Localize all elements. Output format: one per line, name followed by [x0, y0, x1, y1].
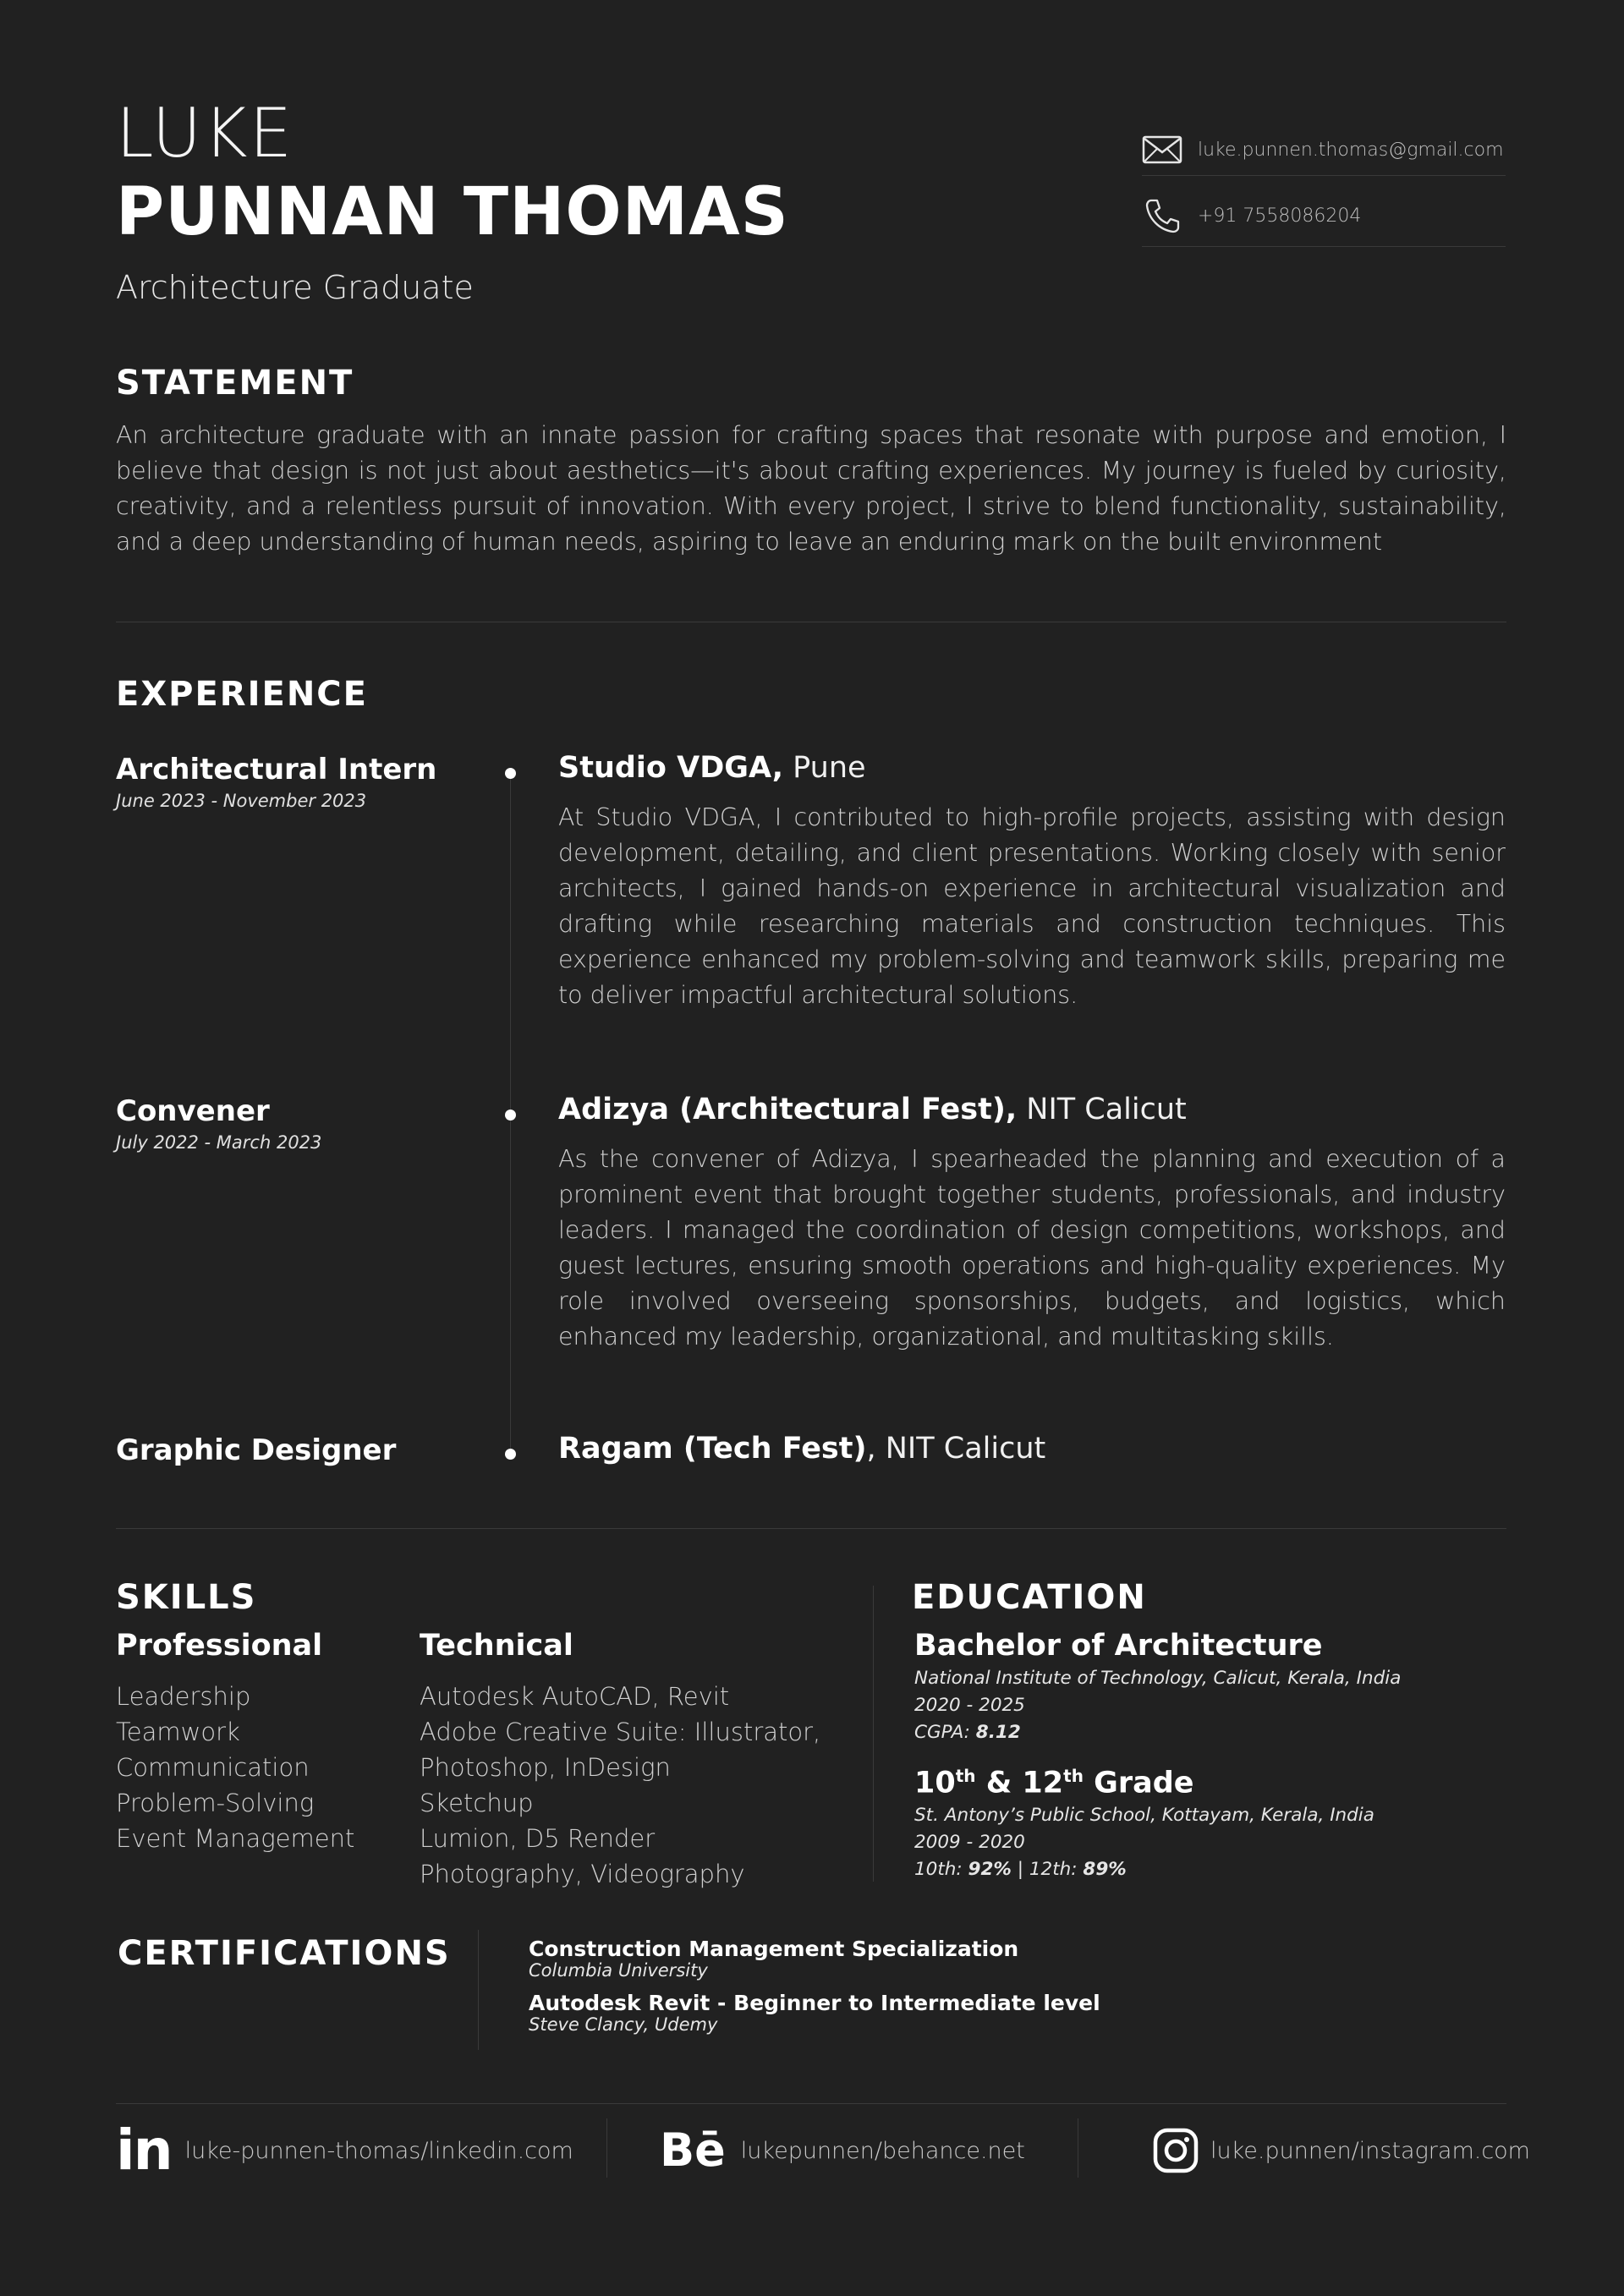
skill-item: Adobe Creative Suite: Illustrator,	[420, 1718, 821, 1746]
timeline-dot	[505, 768, 516, 779]
org-name: Ragam (Tech Fest)	[558, 1432, 867, 1466]
phone-text[interactable]: +91 7558086204	[1198, 205, 1362, 227]
score-value: 8.12	[975, 1722, 1021, 1743]
skills-heading: SKILLS	[116, 1578, 257, 1617]
behance-link[interactable]	[660, 2118, 1025, 2183]
job-dates: July 2022 - March 2023	[116, 1132, 322, 1153]
divider	[116, 1528, 1506, 1529]
job-dates: June 2023 - November 2023	[116, 791, 367, 811]
email-contact[interactable]	[1142, 124, 1506, 176]
experience-heading: EXPERIENCE	[116, 675, 368, 714]
column-divider	[873, 1586, 874, 1882]
linkedin-icon: in	[116, 2118, 172, 2183]
statement-heading: STATEMENT	[116, 364, 354, 403]
phone-icon	[1142, 200, 1182, 231]
education-heading: EDUCATION	[912, 1578, 1147, 1617]
phone-contact[interactable]	[1142, 185, 1506, 247]
skill-item: Teamwork	[116, 1718, 240, 1746]
certification-name: Autodesk Revit - Beginner to Intermediate level	[529, 1991, 1100, 2015]
score-value: 89%	[1083, 1859, 1127, 1880]
professional-skills-list	[116, 1679, 354, 1856]
professional-skills-heading: Professional	[116, 1629, 323, 1663]
org-name: Studio VDGA,	[558, 751, 784, 785]
linkedin-url[interactable]: luke-punnen-thomas/linkedin.com	[184, 2137, 573, 2164]
divider	[116, 2103, 1506, 2104]
certification-name: Construction Management Specialization	[529, 1937, 1019, 1961]
column-divider	[478, 1930, 479, 2050]
degree-part: & 12	[975, 1766, 1064, 1800]
instagram-url[interactable]: luke.punnen/instagram.com	[1210, 2137, 1530, 2164]
instagram-link[interactable]	[1153, 2118, 1530, 2183]
score-label: | 12th:	[1011, 1859, 1084, 1880]
org-location: Pune	[783, 751, 866, 785]
org-location: NIT Calicut	[1017, 1093, 1187, 1126]
score-value: 92%	[968, 1859, 1012, 1880]
degree-sup: th	[955, 1766, 976, 1786]
degree-part: 10	[914, 1766, 956, 1800]
school-name: St. Antony’s Public School, Kottayam, Kerala, India	[914, 1805, 1374, 1826]
job-title: Graphic Designer	[116, 1433, 397, 1467]
skill-item: Problem-Solving	[116, 1789, 315, 1817]
job-organization	[558, 1432, 1045, 1466]
linkedin-link[interactable]	[116, 2118, 573, 2183]
skill-item: Photoshop, InDesign	[420, 1753, 671, 1782]
score-label: 10th:	[914, 1859, 968, 1880]
org-location: , NIT Calicut	[866, 1432, 1046, 1466]
job-description: As the convener of Adizya, I spearheaded the planning and execution of a prominent event that brought together students, professionals, and industry leaders. I managed the coordination of design competitions, workshops, and guest lectures, ensuring smooth operations and high-quality experiences. My role involved overseeing sponsorships, budgets, and logistics, which enhanced my leadership, organizational, and multitasking skills.	[558, 1145, 1506, 1351]
score-label: CGPA:	[914, 1722, 976, 1743]
role-subtitle: Architecture Graduate	[116, 269, 474, 306]
school-name: National Institute of Technology, Calicut, Kerala, India	[914, 1668, 1402, 1689]
job-organization	[558, 751, 866, 785]
skill-item: Leadership	[116, 1682, 251, 1711]
email-text[interactable]: luke.punnen.thomas@gmail.com	[1198, 139, 1504, 161]
job-title: Convener	[116, 1094, 270, 1128]
skill-item: Event Management	[116, 1824, 355, 1853]
mail-icon	[1142, 134, 1182, 165]
degree-title	[914, 1766, 1194, 1800]
certification-source: Steve Clancy, Udemy	[529, 2014, 718, 2035]
technical-skills-heading: Technical	[420, 1629, 573, 1663]
degree-sup: th	[1063, 1766, 1084, 1786]
job-title: Architectural Intern	[116, 753, 437, 786]
degree-title: Bachelor of Architecture	[914, 1629, 1323, 1663]
timeline-dot	[505, 1449, 516, 1460]
skill-item: Lumion, D5 Render	[420, 1824, 656, 1853]
statement-text: An architecture graduate with an innate passion for crafting spaces that resonate with purpose and emotion, I believe that design is not just about aesthetics—it's about crafting experiences. My journey is fueled by curiosity, creativity, and a relentless pursuit of innovation. With every project, I strive to blend functionality, sustainability, and a deep understanding of human needs, aspiring to leave an enduring mark on the built environment	[116, 421, 1506, 556]
technical-skills-list	[420, 1679, 820, 1892]
education-years: 2020 - 2025	[914, 1695, 1025, 1716]
certification-source: Columbia University	[529, 1960, 708, 1981]
first-name: LUKE	[116, 94, 294, 173]
skill-item: Sketchup	[420, 1789, 534, 1817]
behance-icon: Bē	[660, 2123, 726, 2177]
timeline-dot	[505, 1110, 516, 1121]
education-score	[914, 1722, 1021, 1743]
job-description: At Studio VDGA, I contributed to high-profile projects, assisting with design development, detailing, and client presentations. Working closely with senior architects, I gained hands-on experience in architectural visualization and drafting while researching materials and construction techniques. This experience enhanced my problem-solving and teamwork skills, preparing me to deliver impactful architectural solutions.	[558, 803, 1506, 1009]
org-name: Adizya (Architectural Fest),	[558, 1093, 1018, 1126]
skill-item: Photography, Videography	[420, 1860, 745, 1888]
certifications-heading: CERTIFICATIONS	[118, 1934, 451, 1973]
social-divider	[606, 2118, 607, 2178]
skill-item: Autodesk AutoCAD, Revit	[420, 1682, 730, 1711]
education-years: 2009 - 2020	[914, 1832, 1025, 1853]
instagram-icon	[1153, 2128, 1199, 2173]
last-name: PUNNAN THOMAS	[116, 174, 789, 250]
behance-url[interactable]: lukepunnen/behance.net	[740, 2137, 1025, 2164]
skill-item: Communication	[116, 1753, 310, 1782]
degree-part: Grade	[1083, 1766, 1194, 1800]
job-organization	[558, 1093, 1187, 1126]
education-score	[914, 1859, 1127, 1880]
